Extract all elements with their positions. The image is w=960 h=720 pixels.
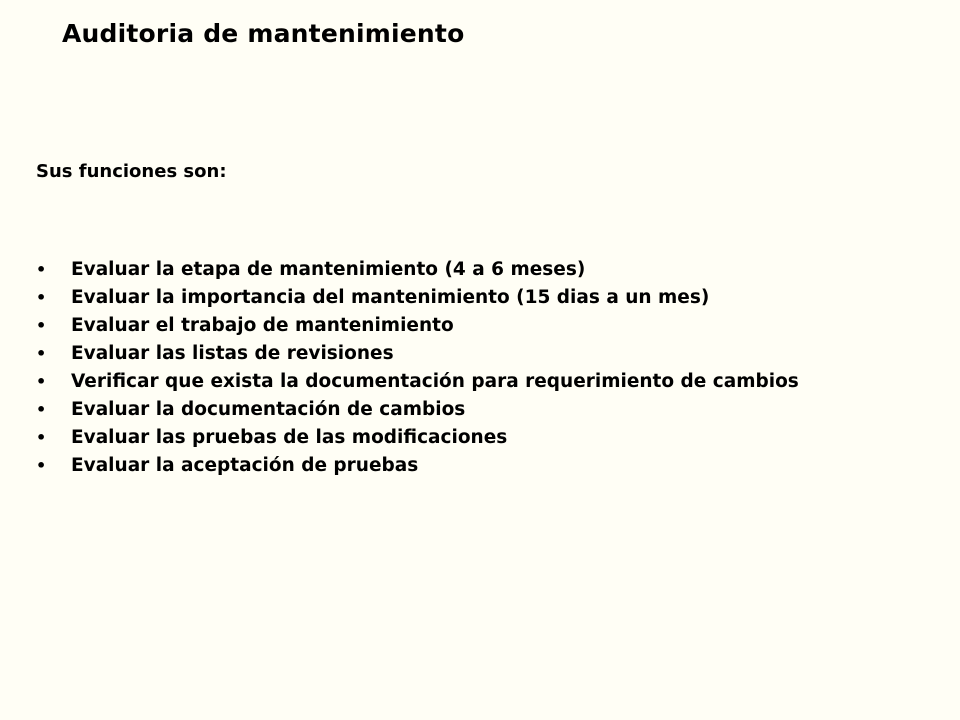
bullet-icon: • xyxy=(36,288,47,307)
list-item xyxy=(36,340,916,368)
list-item xyxy=(36,452,916,480)
list-item xyxy=(36,312,916,340)
bullet-icon: • xyxy=(36,400,47,419)
slide-title: Auditoria de mantenimiento xyxy=(62,19,465,48)
bullet-icon: • xyxy=(36,344,47,363)
bullet-icon: • xyxy=(36,316,47,335)
list-item xyxy=(36,424,916,452)
bullet-icon: • xyxy=(36,456,47,475)
list-item-text: Verificar que exista la documentación para requerimiento de cambios xyxy=(71,371,799,392)
list-item xyxy=(36,368,916,396)
list-item-text: Evaluar la etapa de mantenimiento (4 a 6 meses) xyxy=(71,259,586,280)
bullet-icon: • xyxy=(36,428,47,447)
list-item-text: Evaluar la importancia del mantenimiento (15 dias a un mes) xyxy=(71,287,710,308)
bullet-icon: • xyxy=(36,260,47,279)
bullet-list xyxy=(36,256,916,480)
list-item xyxy=(36,284,916,312)
list-item-text: Evaluar el trabajo de mantenimiento xyxy=(71,315,454,336)
list-item-text: Evaluar la aceptación de pruebas xyxy=(71,455,419,476)
list-item xyxy=(36,256,916,284)
bullet-icon: • xyxy=(36,372,47,391)
intro-text: Sus funciones son: xyxy=(36,161,227,182)
list-item-text: Evaluar las listas de revisiones xyxy=(71,343,394,364)
list-item-text: Evaluar la documentación de cambios xyxy=(71,399,466,420)
list-item xyxy=(36,396,916,424)
list-item-text: Evaluar las pruebas de las modificaciones xyxy=(71,427,508,448)
